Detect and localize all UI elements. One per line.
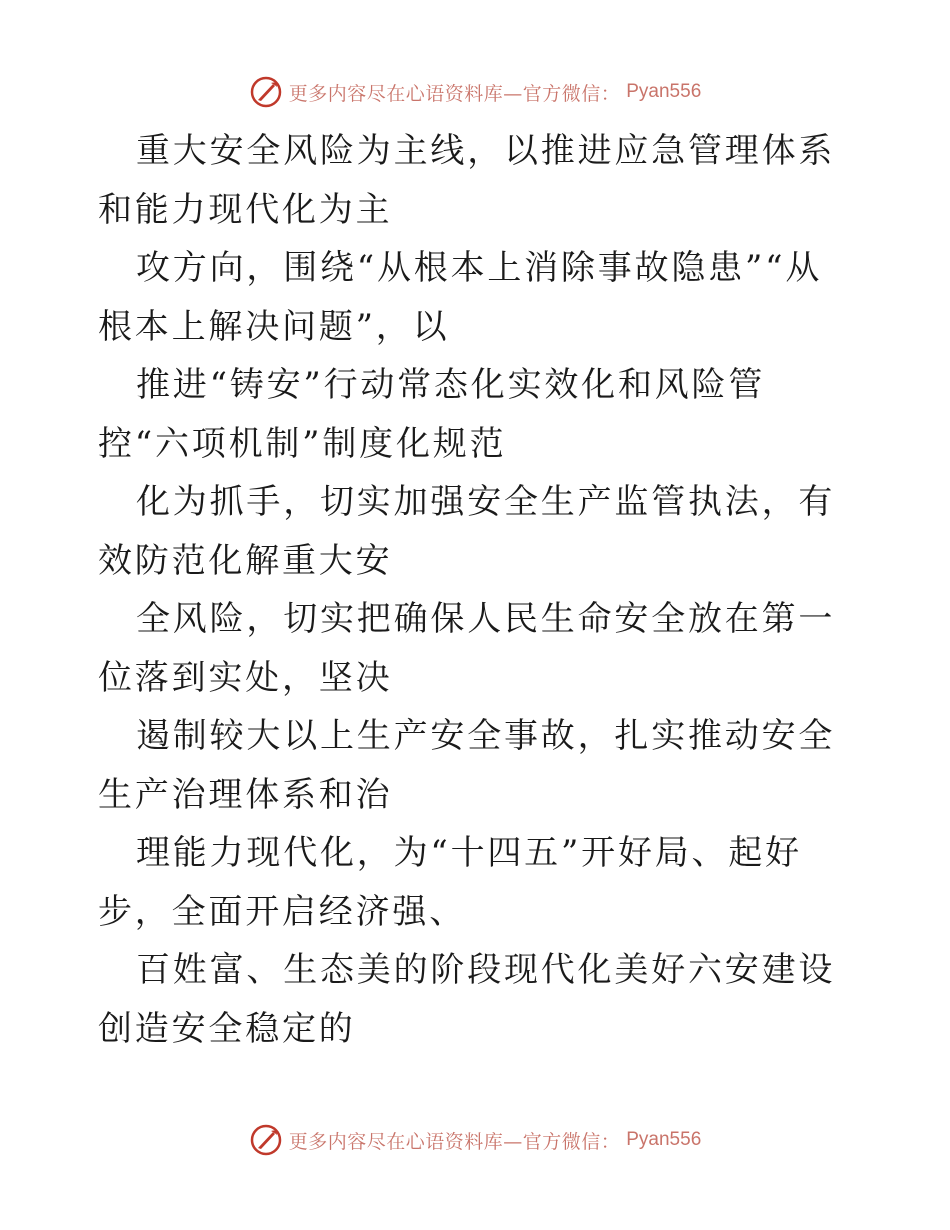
paragraph: 化为抓手，切实加强安全生产监管执法，有效防范化解重大安: [98, 482, 836, 581]
paragraph: 全风险，切实把确保人民生命安全放在第一位落到实处，坚决: [98, 599, 836, 698]
quill-logo-icon: [249, 75, 283, 109]
paragraph: 推进“铸安”行动常态化实效化和风险管控“六项机制”制度化规范: [98, 365, 766, 464]
footer-watermark: [0, 1120, 950, 1160]
watermark-text: 更多内容尽在心语资料库—官方微信：: [288, 1130, 621, 1153]
watermark-text: 更多内容尽在心语资料库—官方微信：: [288, 82, 621, 105]
document-body: [98, 122, 854, 1058]
paragraph: 攻方向，围绕“从根本上消除事故隐患”“从根本上解决问题”，以: [98, 248, 823, 347]
paragraph: 理能力现代化，为“十四五”开好局、起好步，全面开启经济强、: [98, 833, 802, 932]
paragraph: 百姓富、生态美的阶段现代化美好六安建设创造安全稳定的: [98, 950, 836, 1049]
header-watermark: [0, 72, 950, 112]
watermark-wechat-id: Pyan556: [626, 81, 702, 102]
quill-logo-icon: [249, 1123, 283, 1157]
paragraph: 遏制较大以上生产安全事故，扎实推动安全生产治理体系和治: [98, 716, 836, 815]
watermark-wechat-id: Pyan556: [626, 1129, 702, 1150]
paragraph: 重大安全风险为主线，以推进应急管理体系和能力现代化为主: [98, 131, 836, 230]
